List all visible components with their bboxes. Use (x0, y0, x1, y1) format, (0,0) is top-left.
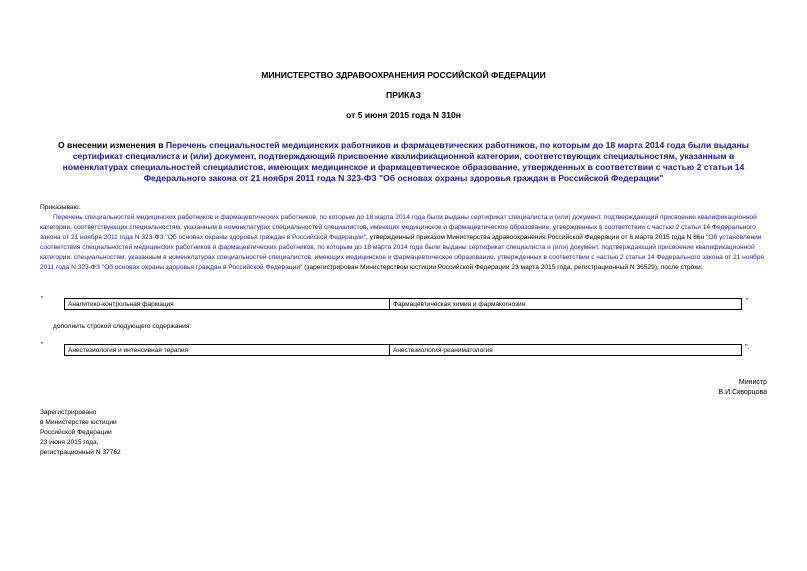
registration-line: в Министерстве юстиции (40, 419, 117, 426)
signature-block (719, 378, 768, 398)
main-paragraph (40, 213, 768, 273)
registration-block (40, 408, 121, 458)
table1-close-quote: " (746, 298, 749, 305)
table-before-row (64, 298, 742, 310)
document-type: ПРИКАЗ (386, 90, 421, 100)
title-prefix: О внесении изменения в (57, 140, 166, 150)
table-new-row (64, 344, 742, 356)
table2-open-quote: " (41, 342, 44, 349)
table1-open-quote: " (41, 296, 44, 303)
registration-line: 23 июня 2015 года, (40, 439, 99, 446)
paragraph-link-list[interactable]: Перечень специальностей медицинских работников и фармацевтических работников, по которым до 18 марта 2014 года были выданы сертификат специалиста и (или) документ, подтверждающий присвоение квалификационной категории, соответствующих специальностям, указанным в номенклатурах специальностей специалистов, имеющих медицинское и фармацевтическое образование, утвержденных в соответствии с частью 2 статьи 14 Федерального закона от 21 ноября 2011 года N 323-ФЗ "Об основах охраны здоровья граждан в Российской Федерации" (40, 214, 757, 241)
paragraph-link-order[interactable]: "Об установлении соответствия специальностей медицинских работников и фармацевтических работников, по которым до 18 марта 2014 года были выданы сертификат специалиста и (или) документ, подтверждающий присвоение квалификационной категории, специальностям, указанным в номенклатурах специальностей специалистов, имеющих медицинское и фармацевтическое образование, утвержденных в соответствии с частью 2 статьи 14 Федерального закона от 21 ноября 2011 года N 323-ФЗ "Об основах охраны здоровья граждан в Российской Федерации" (40, 234, 764, 271)
document-title (40, 140, 767, 184)
table-cell: Анестезиология и интенсивная терапия (65, 345, 390, 356)
table2-close-quote: ". (745, 344, 750, 351)
paragraph-text-approved: , утвержденный приказом Министерства здравоохранения Российской Федерации от 6 марта 2015 года N 86н (366, 234, 707, 241)
registration-line: регистрационный N 37762 (40, 449, 121, 456)
signature-position: Министр (738, 379, 767, 386)
registration-line: Зарегистрировано (40, 409, 97, 416)
table-cell: Аналитико-контрольная фармация (65, 299, 390, 310)
registration-line: Российской Федерации (40, 429, 112, 436)
paragraph-text-registered: (зарегистрирован Министерством юстиции Российской Федерации 23 марта 2015 года, регистрационный N 36529), после строки: (302, 264, 703, 271)
document-date-number: от 5 июня 2015 года N 310н (346, 110, 461, 120)
table-row (65, 299, 742, 310)
order-word: Приказываю: (40, 204, 81, 211)
table-cell: Фармацевтическая химия и фармакогнозия (390, 299, 742, 310)
signature-name: В.И.Скворцова (718, 389, 767, 396)
add-line-instruction: дополнить строкой следующего содержания: (53, 323, 192, 330)
ministry-heading: МИНИСТЕРСТВО ЗДРАВООХРАНЕНИЯ РОССИЙСКОЙ ФЕДЕРАЦИИ (261, 70, 546, 80)
title-link[interactable]: Перечень специальностей медицинских работников и фармацевтических работников, по которым до 18 марта 2014 года были выданы сертификат специалиста и (или) документ, подтверждающий присвоение квалификационной категории, соответствующих специальностям, указанным в номенклатурах специальностей специалистов, имеющих медицинское и фармацевтическое образование, утвержденных в соответствии с частью 2 статьи 14 Федерального закона от 21 ноября 2011 года N 323-ФЗ "Об основах охраны здоровья граждан в Российской Федерации" (62, 140, 750, 183)
table-cell: Анестезиология-реаниматология (390, 345, 742, 356)
table-row (65, 345, 742, 356)
